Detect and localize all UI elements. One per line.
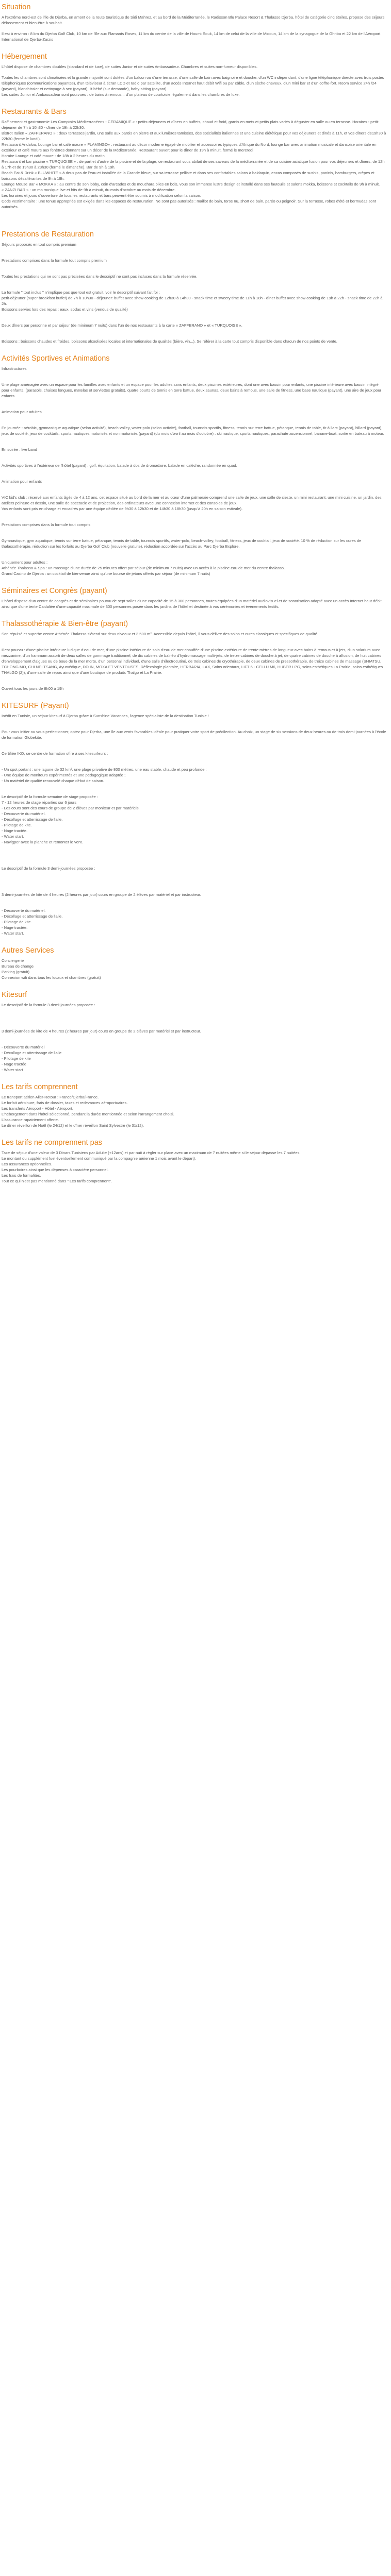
list-item: 7 - 12 heures de stage réparties sur 6 jours xyxy=(2,800,77,805)
paragraph: Certifiée IKO, ce centre de formation offre à ses kitesurfeurs : xyxy=(2,751,108,756)
paragraph: Son répulsé et superbe centre Athénée Thalasso s'étend sur deux niveaux et 3 500 m². Accessible depuis l'hôtel, il vous délivre des soins et cures classiques et spécifiques de qualité. xyxy=(2,632,318,636)
list-item: - Décollage et atterrissage de l'aile xyxy=(2,1050,62,1055)
paragraph: Le descriptif de la formule semaine de stage proposée : xyxy=(2,794,98,799)
paragraph: Animation pour adultes xyxy=(2,410,42,414)
paragraph: Boissons : boissons chaudes et froides, boissons alcoolisées locales et internationales de qualités (bière, vin,..). Se référer à la carte tout compris disponible dans chacun de nos points de vente. xyxy=(2,339,337,344)
list-item: - Nage tractée xyxy=(2,1062,27,1066)
list-item: Les pourboires ainsi que les dépenses à caractère personnel. xyxy=(2,1167,109,1172)
paragraph: Uniquement pour adultes : Athénée Thalasso & Spa : un massage d'une durée de 25 minutes offert par séjour (de minimum 7 nuits) avec un accès à la piscine eau de mer du centre thalasso. Grand Casino de Djerba : un cocktail de bienvenue ainsi qu'une bourse de jetons offerts par séjour (de minimum 7 nuits) xyxy=(2,560,285,576)
list-item: Bureau de change xyxy=(2,964,34,969)
section-seminaires xyxy=(2,587,386,609)
list-item: L'assurance rapatriement offerte. xyxy=(2,1117,59,1122)
list-item: Le forfait aéroinure, frais de dossier, taxes et redevances aéroportuaires. xyxy=(2,1100,128,1105)
list-item: - Water start. xyxy=(2,834,24,839)
list-item: - Découverte du matériel. xyxy=(2,908,46,913)
list-item: Les assurances optionnelles. xyxy=(2,1162,52,1166)
paragraph: Les horaires et jours d'ouverture de tous les restaurants et bars peuvent être soumis à modification selon la saison. xyxy=(2,193,201,198)
list-item: - Navigper avec la planche et remonter le vent. xyxy=(2,840,83,844)
section-situation xyxy=(2,3,386,42)
section-thalasso xyxy=(2,620,386,691)
paragraph: Le descriptif de la formule 3 demi-journées proposée : xyxy=(2,1003,95,1007)
paragraph: Inédit en Tunisie, un séjour kitesurf à Djerba grâce à Sunshine Vacances, l'agence spécialiste de la destination Tunisie ! xyxy=(2,714,209,718)
section-title-activites: Activités Sportives et Animations xyxy=(2,354,110,363)
list-item: - Un matériel de qualité renouvelé chaque début de saison. xyxy=(2,778,104,783)
paragraph: VIC kid's club : réservé aux enfants âgés de 4 à 12 ans, cet espace situé au bord de la mer et au cœur d'une palmeraie comprend une salle de jeux, une salle de sieste, un mini restaurant, une mini cuisine, un jardin, des ateliers peinture et dessin, une salle de spectacle et de projection, des ordinateurs avec une connexion internet et des consoles de jeux. Vos enfants sont pris en charge et encadrés par une équipe dédiée de 9h30 à 12h30 et de 14h30 à 18h30 (jusqu'à 20h en saison estivale). xyxy=(2,495,382,511)
list-item: Les transferts Aéroport - Hôtel - Aéroport. xyxy=(2,1106,73,1111)
section-title-restaurants: Restaurants & Bars xyxy=(2,108,67,116)
section-tarifs-non-comprennent xyxy=(2,1139,386,1184)
section-title-kitesurf: Kitesurf xyxy=(2,991,27,999)
paragraph: L'hôtel dispose de chambres doubles (standard et de luxe), de suites Junior et de suites Ambassadeur. Chambres et suites non-fumeur disponibles. xyxy=(2,64,258,69)
section-title-autres-services: Autres Services xyxy=(2,946,54,955)
paragraph: Code vestimentaire : une tenue appropriée est exigée dans les espaces de restauration. Ne sont pas autorisés : maillot de bain, torse nu, short de bain, paréo ou peignoir. Sur la terrasse, robes d'été et bermudas sont autorisés. xyxy=(2,199,376,209)
paragraph: Pour vous initier ou vous perfectionner, optez pour Djerba, une île aux vents favorables idéale pour pratiquer votre sport de prédilection. Au choix, un stage de six sessions de deux heures ou de trois demi-journées à l'école de formation Globekite. xyxy=(2,730,386,740)
tarifs-non-comprennent-list xyxy=(2,1150,386,1184)
list-item: Le transport aérien Aller-Retour : France/Djerba/France. xyxy=(2,1095,99,1099)
list-item: Le dîner réveillon de Noël (le 24/12) et le dîner réveillon Saint Sylvestre (le 31/12). xyxy=(2,1123,144,1128)
paragraph: Raffinement et gastronomie Les Comptoirs Méditerranéens - CERAMIQUE « : petits-déjeuners et dîners en buffets, chaud et froid, garnis en mets et petits plats variés à déguster en salle ou en terrasse. Horaires : petit-déjeuner de 7h à 10h30 - dîner de 19h à 22h30. xyxy=(2,120,380,130)
paragraph: Restaurant et bar piscine « TURQUOISE » : de part et d'autre de la piscine et de la plage, ce restaurant vous abilait de ses saveurs de la méditerranée et de sa cuisine asiatique fusion pour vos déjeuners et dîners, de 12h à 17h et de 19h30 à 23h30 (fermé le dimanche). Bar de 9h à 19h. xyxy=(2,159,385,170)
paragraph: Deux dîners par personne et par séjour (de minimum 7 nuits) dans l'un de nos restaurants à la carte « ZAFFERANO » et « TURQUOISE ». xyxy=(2,323,242,328)
list-item: - Les cours sont des cours de groupe de 2 élèves par moniteur et par matériels. xyxy=(2,806,140,810)
paragraph: Une plage aménagée avec un espace pour les familles avec enfants et un espace pour les adultes sans enfants, deux piscines extérieures, dont une avec bassin pour enfants, une piscine intérieure avec bassin intégré pour enfants, (parasols, chaises longues, matelas et serviettes gratuits), quatre courts de tennis en terre battue, deux saunas, deux bains à remous, une salle de fitness, une base nautique (payant), une aire de jeux pour enfants. xyxy=(2,382,382,398)
list-item: - Une équipe de moniteurs expérimentés et une pédagogique adaptée ; xyxy=(2,773,126,777)
paragraph: Il est à environ : 8 km du Djerba Golf Club, 10 km de l'île aux Flamants Roses, 11 km du centre de la ville de Houmt Souk, 14 km de celui de la ville de Midoun, 14 km de la synagogue de la Ghriba et 22 km de l'Aéroport International de Djerba-Zarzis xyxy=(2,31,381,42)
list-item: Conciergerie xyxy=(2,958,24,963)
paragraph: A l'extrême nord-est de l'île de Djerba, en amont de la route touristique de Sidi Mahrez, et au bord de la Méditerranée, le Radisson Blu Palace Resort & Thalasso Djerba, hôtel de catégorie cinq étoiles, propose des séjours délassement et bien-être à souhait. xyxy=(2,15,385,25)
list-item: - Water start xyxy=(2,1067,23,1072)
section-kitesurf xyxy=(2,991,386,1073)
paragraph: Séjours proposés en tout compris premium xyxy=(2,242,76,247)
list-item: - Un spot portant : une lagune de 32 km², une plage privative de 800 mètres, une eau stable, chaude et peu profonde ; xyxy=(2,767,207,772)
section-title-tarifs-non-comprennent: Les tarifs ne comprennent pas xyxy=(2,1139,103,1147)
paragraph: Animation pour enfants xyxy=(2,479,42,484)
section-title-kitesurf-payant: KITESURF (Payant) xyxy=(2,702,69,710)
section-title-seminaires: Séminaires et Congrès (payant) xyxy=(2,587,107,595)
list-item: Les frais de formalités. xyxy=(2,1173,41,1178)
paragraph: L'hôtel dispose d'un centre de congrès et de séminaires pourvu de sept salles d'une capacité de 15 à 300 personnes, toutes équipées d'un matériel audiovisuel et de sonorisation adapté avec un accès Internet haut débit ainsi que d'une tente Caidaliée d'une capacité maximale de 300 personnes posée dans les jardins de l'hôtel et destinée à vos cérémonies et événements festifs. xyxy=(2,599,382,609)
section-restaurants xyxy=(2,108,386,210)
paragraph: Activités sportives à l'extérieur de l'hôtel (payant) : golf, équitation, balade à dos de dromadaire, balade en calèche, randonnée en quad. xyxy=(2,463,237,468)
list-item: Parking (gratuit) xyxy=(2,970,30,974)
list-item: L'hébergement dans l'hôtel sélectionné, pendant la durée mentionnée et selon l'arrangement choisi. xyxy=(2,1112,174,1116)
list-item: Taxe de séjour d'une valeur de 3 Dinars Tunisiens par Adulte (+12ans) et par nuit à régler sur place avec un maximum de 7 nuitées même si le séjour dépasse les 7 nuitées. xyxy=(2,1150,301,1155)
paragraph: Les suites Junior et Ambassadeur sont pourvues : de bains à remous – d'un plateau de courtoisie, également dans les chambres de luxe. xyxy=(2,92,240,97)
section-autres-services xyxy=(2,946,386,980)
section-activites xyxy=(2,354,386,577)
section-title-hebergement: Hébergement xyxy=(2,53,47,61)
section-hebergement xyxy=(2,53,386,97)
section-kitesurf-payant xyxy=(2,702,386,936)
list-item: - Découverte du matériel. xyxy=(2,811,46,816)
paragraph: 3 demi-journées de kite de 4 heures (2 heures par jour) cours en groupe de 2 élèves par matériel et par instructeur. xyxy=(2,892,201,897)
tarifs-comprennent-list xyxy=(2,1094,386,1128)
section-title-situation: Situation xyxy=(2,3,31,11)
list-item: Tout ce qui n'est pas mentionné dans " Les tarifs comprennent". xyxy=(2,1179,112,1183)
list-item: Le montant du supplément fuel éventuellement communiqué par la compagnie aérienne 1 mois avant le départ). xyxy=(2,1156,196,1161)
paragraph: Horaire Lounge et café maure : de 18h à 2 heures du matin xyxy=(2,154,105,158)
paragraph: Il est pourvu : d'une piscine intérieure ludique d'eau de mer, d'une piscine intérieure de soin d'eau de mer chauffée d'une piscine extérieure de trente mètres de longueur avec bains à remous et à jets, d'un solarium avec mezzanine, d'un hammam assorti de deux salles de gommage traditionnel, de dix cabines de balnéo d'hydromassage multi-jets, de treize cabines de douche à jet, de quatre cabines de douche à affusion, de huit cabines d'enveloppement d'algues ou de boue de la mer morte, d'un personal individuel, d'une salle d'électrocutiné, de trois cabines de cryothérapie, de deux cabines de pressothérapie, de treize cabines de massage (SHIATSU, TCHONG MO, CHI NEI TSANG, Ayurvédique, DO IN, MOXA ET VENTOUSES, Réflexologie plantaire, HERBARIA, LAX, Soins orientaux, LIFT 6 - CELLU M6, HUBER LPG, soins esthétiques La Prairie, soins esthétiques THALGO (2)), d'une salle de repos ainsi que d'une boutique de produits Thalgo et La Prairie. xyxy=(2,648,383,675)
paragraph: Prestations comprises dans la formule tout compris premium xyxy=(2,258,107,263)
kite-3days-list xyxy=(2,908,386,936)
list-item: - Nage tractée. xyxy=(2,828,28,833)
paragraph: Bistrot Italien « ZAFFERANO » : deux terrasses jardin, une salle aux parois en pierre et aux lumières tamisées, des spécialités italiennes et une cuisine diététique pour vos déjeuners et dinés à 11h, et vos dîners de19h30 à 22h30 (fermé le lundi). xyxy=(2,131,386,141)
paragraph: Toutes les prestations qui ne sont pas précisées dans le descriptif ne sont pas incluses dans la formule réservée. xyxy=(2,274,198,279)
kitesurf-list xyxy=(2,1044,386,1073)
list-item: - Pilotage de kite. xyxy=(2,920,32,924)
paragraph: « ZANZI BAR » : un mo musique live et hits de 9h à minuit, du mois d'octobre au mois de décembre. xyxy=(2,188,176,192)
paragraph: En soirée : live band xyxy=(2,447,37,452)
paragraph: La formule " tout inclus " n'implique pas que tout est gratuit, voir le descriptif suivant fait foi : petit-déjeuner (super breakfast buffet) de 7h à 10h30 - déjeuner: buffet avec show cooking de 12h30 à 14h30 - snack time et sweety time de 11h à 18h - dîner buffet avec show cooking de 19h à 22h - snack time de 22h à 2h. Boissons servies lors des repas : eaux, sodas et vins (vendus de qualité) xyxy=(2,290,383,312)
list-item: - Décollage et atterrissage de l'aile. xyxy=(2,914,63,919)
paragraph: Beach Eat & Drink « BLUWHITE » à deux pas de l'eau et installée de la Grande bleue, sur sa terrasse pelliste et dans ses confortables salons à baldaquin, encas composés de sushis, paninis, hamburgers, crêpes et boissons désaltérantes de 9h à 19h. xyxy=(2,171,374,181)
paragraph: Prestations comprises dans la formule tout compris xyxy=(2,522,91,527)
list-item: Connexion wifi dans tous les locaux et chambres (gratuit) xyxy=(2,975,101,980)
paragraph: En journée : aérobic, gymnastique aquatique (selon activité), beach-volley, water-polo (selon activité), football, tournois sportifs, fitness, tennis sur terre battue, pétanque, tennis de table, tir à l'arc (payant), billard (payant), jeux de société, jeux de cocktails, sports nautiques motorisés et non motorisés (payant) (du mois d'avril au mois d'octobre) : ski nautique, sports nautiques, parachute ascensionnel, banane-boat, sortie en bateau à moteur. xyxy=(2,426,384,436)
list-item: - Décollage et atterrissage de l'aile. xyxy=(2,817,63,822)
paragraph: Infrastructures xyxy=(2,366,27,371)
kite-week-list xyxy=(2,800,386,845)
paragraph: 3 demi-journées de kite de 4 heures (2 heures par jour) cours en groupe de 2 élèves par matériel et par instructeur. xyxy=(2,1029,201,1033)
list-item: - Découverte du matériel xyxy=(2,1045,45,1049)
kite-advantages-list xyxy=(2,767,386,784)
paragraph: Le descriptif de la formule 3 demi-journées proposée : xyxy=(2,866,95,871)
section-title-thalasso: Thalassothérapie & Bien-être (payant) xyxy=(2,620,128,628)
page xyxy=(0,0,388,1205)
list-item: - Nage tractée. xyxy=(2,925,28,930)
paragraph: Restaurant Andalou, Lounge bar et café maure « FLAMINGO» : restaurant au décor moderne égayé de mobilier et accessoires typiques d'Afrique du Nord, lounge bar avec animation musicale et dansoise orientale en extérieur et café maure aux fenêtres donnant sur un décor de la Méditerranée. Restaurant ouvert pour le dîner de 19h à minuit, fermé le mercredi xyxy=(2,142,377,152)
list-item: - Water start. xyxy=(2,931,24,936)
list-item: - Pilotage de kite. xyxy=(2,823,32,827)
list-item: - Pilotage de kite xyxy=(2,1056,31,1061)
paragraph: Ouvert tous les jours de 8h00 à 19h xyxy=(2,686,64,691)
section-title-prestations: Prestations de Restauration xyxy=(2,230,94,239)
section-title-tarifs-comprennent: Les tarifs comprennent xyxy=(2,1083,78,1091)
services-list xyxy=(2,958,386,980)
section-tarifs-comprennent xyxy=(2,1083,386,1128)
paragraph: Toutes les chambres sont climatisées et la grande majorité sont dotées d'un balcon ou d'une terrasse, d'une salle de bain avec baignoire et douche, d'un WC indépendant, d'une ligne téléphonique directe avec trois postes téléphoniques (communications payantes), d'un téléviseur à écran LCD et radio par satellite, d'un accès Internet haut débit Wifi ou par câble, d'un sèche-cheveux, d'un mini bar et d'un coffre-fort. Room service 24h /24 (payant), blanchissier et nettoyage à sec (payant), lit bébé (sur demande), baby-sitting (payant). xyxy=(2,75,384,91)
paragraph: Lounge Mouse Bar « MOKKA » : au centre de son lobby, coin d'arcades et de mouchara biles en bois, vous son immense lustre design et installé dans ses fauteuils et salons mokka, boissons et cocktails de 9h à minuit. xyxy=(2,182,380,187)
paragraph: Gymnastique, gym aquatique, tennis sur terre battue, pétanque, tennis de table, tournois sportifs, water-polo, beach-volley, football, fitness, jeux de cocktail, jeux de société. 10 % de réduction sur les cures de thalassothérapie, réduction sur les forfaits au Djerba Golf Club (nouvelle gratuite), réduction accordée sur l'accès au Parc Djerba Explore. xyxy=(2,538,362,549)
section-prestations xyxy=(2,230,386,344)
